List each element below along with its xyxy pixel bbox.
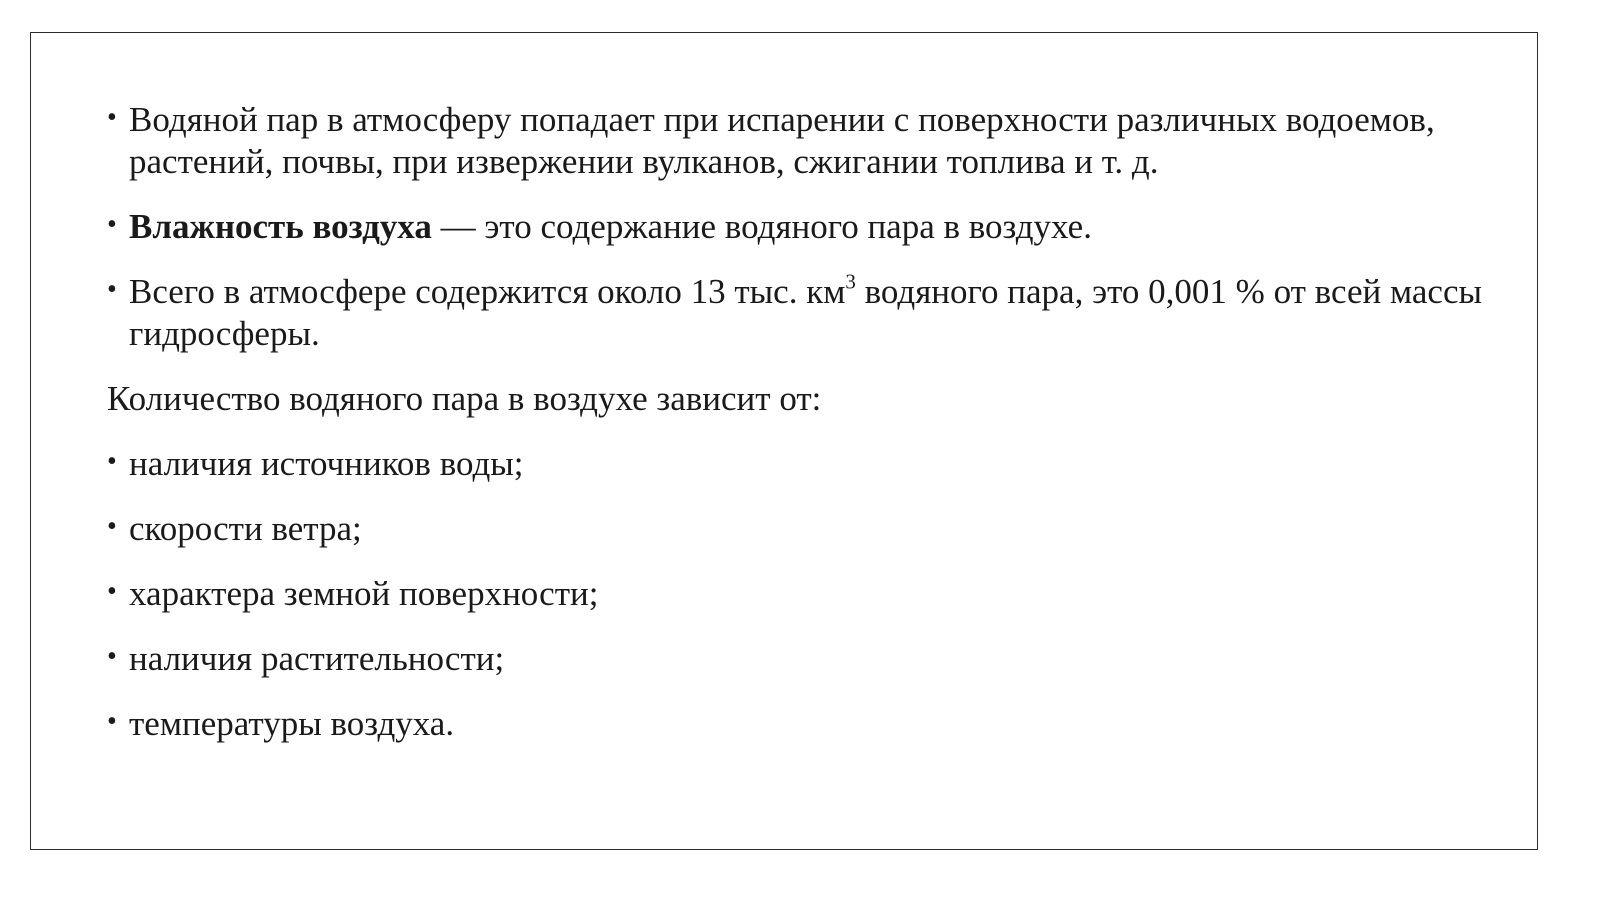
bullet-marker: •	[107, 641, 117, 672]
definition-text: — это содержание водяного пара в воздухе.	[431, 207, 1092, 246]
definition-term: Влажность воздуха	[129, 207, 432, 246]
factor-item	[107, 508, 1487, 550]
factor-item	[107, 638, 1487, 680]
factor-text: наличия растительности;	[129, 639, 505, 678]
bullet-marker: •	[107, 446, 117, 477]
bullet-text: Водяной пар в атмосферу попадает при испарении с поверхности различных водоемов, растений, почвы, при извержении вулканов, сжигании топлива и т. д.	[129, 100, 1435, 181]
bullet-marker: •	[107, 706, 117, 737]
superscript-cubed: 3	[845, 269, 856, 294]
factor-item	[107, 443, 1487, 485]
bullet-text-part2: водяного пара, это 0,001 % от всей массы гидросферы.	[129, 272, 1482, 353]
bullet-marker: •	[107, 209, 117, 240]
bullet-marker: •	[107, 576, 117, 607]
bullet-item-vapor-volume	[107, 271, 1487, 355]
bullet-marker: •	[107, 511, 117, 542]
bullet-item-water-vapor-sources	[107, 99, 1487, 183]
factor-text: температуры воздуха.	[129, 704, 455, 743]
bullet-marker: •	[107, 102, 117, 133]
bullet-item-humidity-definition	[107, 206, 1487, 248]
factor-item	[107, 703, 1487, 745]
slide-content	[107, 99, 1487, 768]
factor-text: наличия источников воды;	[129, 444, 524, 483]
factor-text: характера земной поверхности;	[129, 574, 599, 613]
bullet-marker: •	[107, 274, 117, 305]
factor-text: скорости ветра;	[129, 509, 362, 548]
slide-frame	[30, 32, 1538, 850]
bullet-text-part1: Всего в атмосфере содержится около 13 тыс. км	[129, 272, 846, 311]
factor-item	[107, 573, 1487, 615]
factors-intro: Количество водяного пара в воздухе зависит от:	[107, 379, 822, 418]
